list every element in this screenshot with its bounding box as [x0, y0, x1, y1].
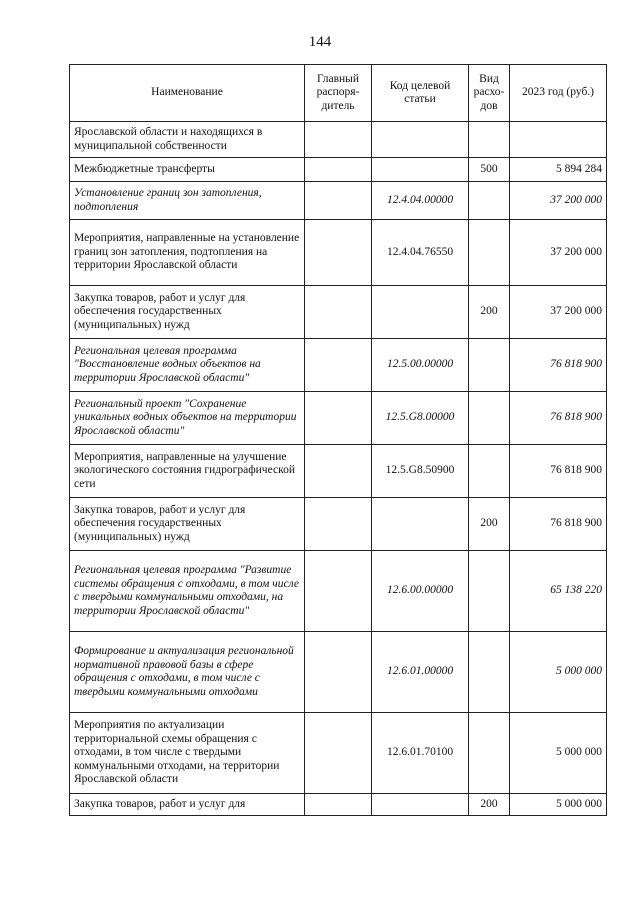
cell-amount: [510, 122, 607, 158]
cell-admin: [305, 498, 372, 551]
table-row: [70, 713, 607, 794]
cell-type: 200: [469, 286, 510, 339]
cell-admin: [305, 713, 372, 794]
cell-admin: [305, 632, 372, 713]
cell-admin: [305, 339, 372, 392]
cell-code: 12.6.01.70100: [372, 713, 469, 794]
cell-code: [372, 122, 469, 158]
cell-type: [469, 392, 510, 445]
cell-name: Региональная целевая программа "Развитие системы обращения с отходами, в том числе с твердыми коммунальными отходами, на территории Ярославской области": [70, 551, 305, 632]
cell-code: [372, 286, 469, 339]
cell-admin: [305, 286, 372, 339]
cell-admin: [305, 794, 372, 816]
table-header-row: [70, 65, 607, 122]
table-row: [70, 392, 607, 445]
cell-code: 12.5.G8.00000: [372, 392, 469, 445]
table-row: [70, 445, 607, 498]
cell-code: [372, 158, 469, 182]
cell-amount: 37 200 000: [510, 182, 607, 220]
cell-name: Мероприятия по актуализации территориальной схемы обращения с отходами, в том числе с твердыми коммунальными отходами, на территории Ярославской области: [70, 713, 305, 794]
cell-type: 200: [469, 794, 510, 816]
cell-name: Установление границ зон затопления, подтопления: [70, 182, 305, 220]
cell-type: [469, 122, 510, 158]
cell-name: Закупка товаров, работ и услуг для обеспечения государственных (муниципальных) нужд: [70, 286, 305, 339]
cell-amount: 76 818 900: [510, 445, 607, 498]
cell-code: 12.6.00.00000: [372, 551, 469, 632]
cell-name: Ярославской области и находящихся в муниципальной собственности: [70, 122, 305, 158]
header-code: Код целевой статьи: [372, 65, 469, 122]
cell-amount: 37 200 000: [510, 286, 607, 339]
budget-table: [69, 64, 607, 816]
cell-type: [469, 182, 510, 220]
cell-amount: 5 000 000: [510, 632, 607, 713]
table-row: [70, 551, 607, 632]
cell-code: [372, 794, 469, 816]
cell-amount: 76 818 900: [510, 339, 607, 392]
cell-type: 500: [469, 158, 510, 182]
cell-type: [469, 445, 510, 498]
cell-amount: 5 000 000: [510, 794, 607, 816]
cell-name: Формирование и актуализация региональной нормативной правовой базы в сфере обращения с отходами, в том числе с твердыми коммунальными отходами: [70, 632, 305, 713]
cell-name: Мероприятия, направленные на установление границ зон затопления, подтопления на территории Ярославской области: [70, 220, 305, 286]
cell-type: [469, 220, 510, 286]
table-body: [70, 122, 607, 816]
header-admin: Главный распоря-дитель: [305, 65, 372, 122]
cell-type: [469, 339, 510, 392]
cell-code: 12.6.01.00000: [372, 632, 469, 713]
cell-code: 12.4.04.00000: [372, 182, 469, 220]
table-row: [70, 632, 607, 713]
cell-admin: [305, 220, 372, 286]
cell-admin: [305, 158, 372, 182]
cell-amount: 5 000 000: [510, 713, 607, 794]
cell-name: Закупка товаров, работ и услуг для: [70, 794, 305, 816]
cell-name: Региональная целевая программа "Восстановление водных объектов на территории Ярославской области": [70, 339, 305, 392]
cell-code: 12.4.04.76550: [372, 220, 469, 286]
cell-admin: [305, 122, 372, 158]
cell-code: 12.5.00.00000: [372, 339, 469, 392]
cell-name: Закупка товаров, работ и услуг для обеспечения государственных (муниципальных) нужд: [70, 498, 305, 551]
table-row: [70, 339, 607, 392]
table-row: [70, 794, 607, 816]
cell-code: [372, 498, 469, 551]
header-amount: 2023 год (руб.): [510, 65, 607, 122]
cell-admin: [305, 551, 372, 632]
cell-amount: 76 818 900: [510, 498, 607, 551]
header-name: Наименование: [70, 65, 305, 122]
cell-amount: 65 138 220: [510, 551, 607, 632]
cell-code: 12.5.G8.50900: [372, 445, 469, 498]
cell-type: 200: [469, 498, 510, 551]
header-type: Вид расхо-дов: [469, 65, 510, 122]
page-number: 144: [308, 34, 332, 50]
table-row: [70, 286, 607, 339]
cell-type: [469, 713, 510, 794]
cell-admin: [305, 392, 372, 445]
table-row: [70, 498, 607, 551]
cell-admin: [305, 445, 372, 498]
table-row: [70, 182, 607, 220]
cell-admin: [305, 182, 372, 220]
cell-type: [469, 632, 510, 713]
table-row: [70, 220, 607, 286]
cell-name: Региональный проект "Сохранение уникальных водных объектов на территории Ярославской области": [70, 392, 305, 445]
cell-name: Межбюджетные трансферты: [70, 158, 305, 182]
cell-amount: 5 894 284: [510, 158, 607, 182]
table-row: [70, 158, 607, 182]
cell-amount: 76 818 900: [510, 392, 607, 445]
cell-type: [469, 551, 510, 632]
cell-name: Мероприятия, направленные на улучшение экологического состояния гидрографической сети: [70, 445, 305, 498]
table-row: [70, 122, 607, 158]
cell-amount: 37 200 000: [510, 220, 607, 286]
